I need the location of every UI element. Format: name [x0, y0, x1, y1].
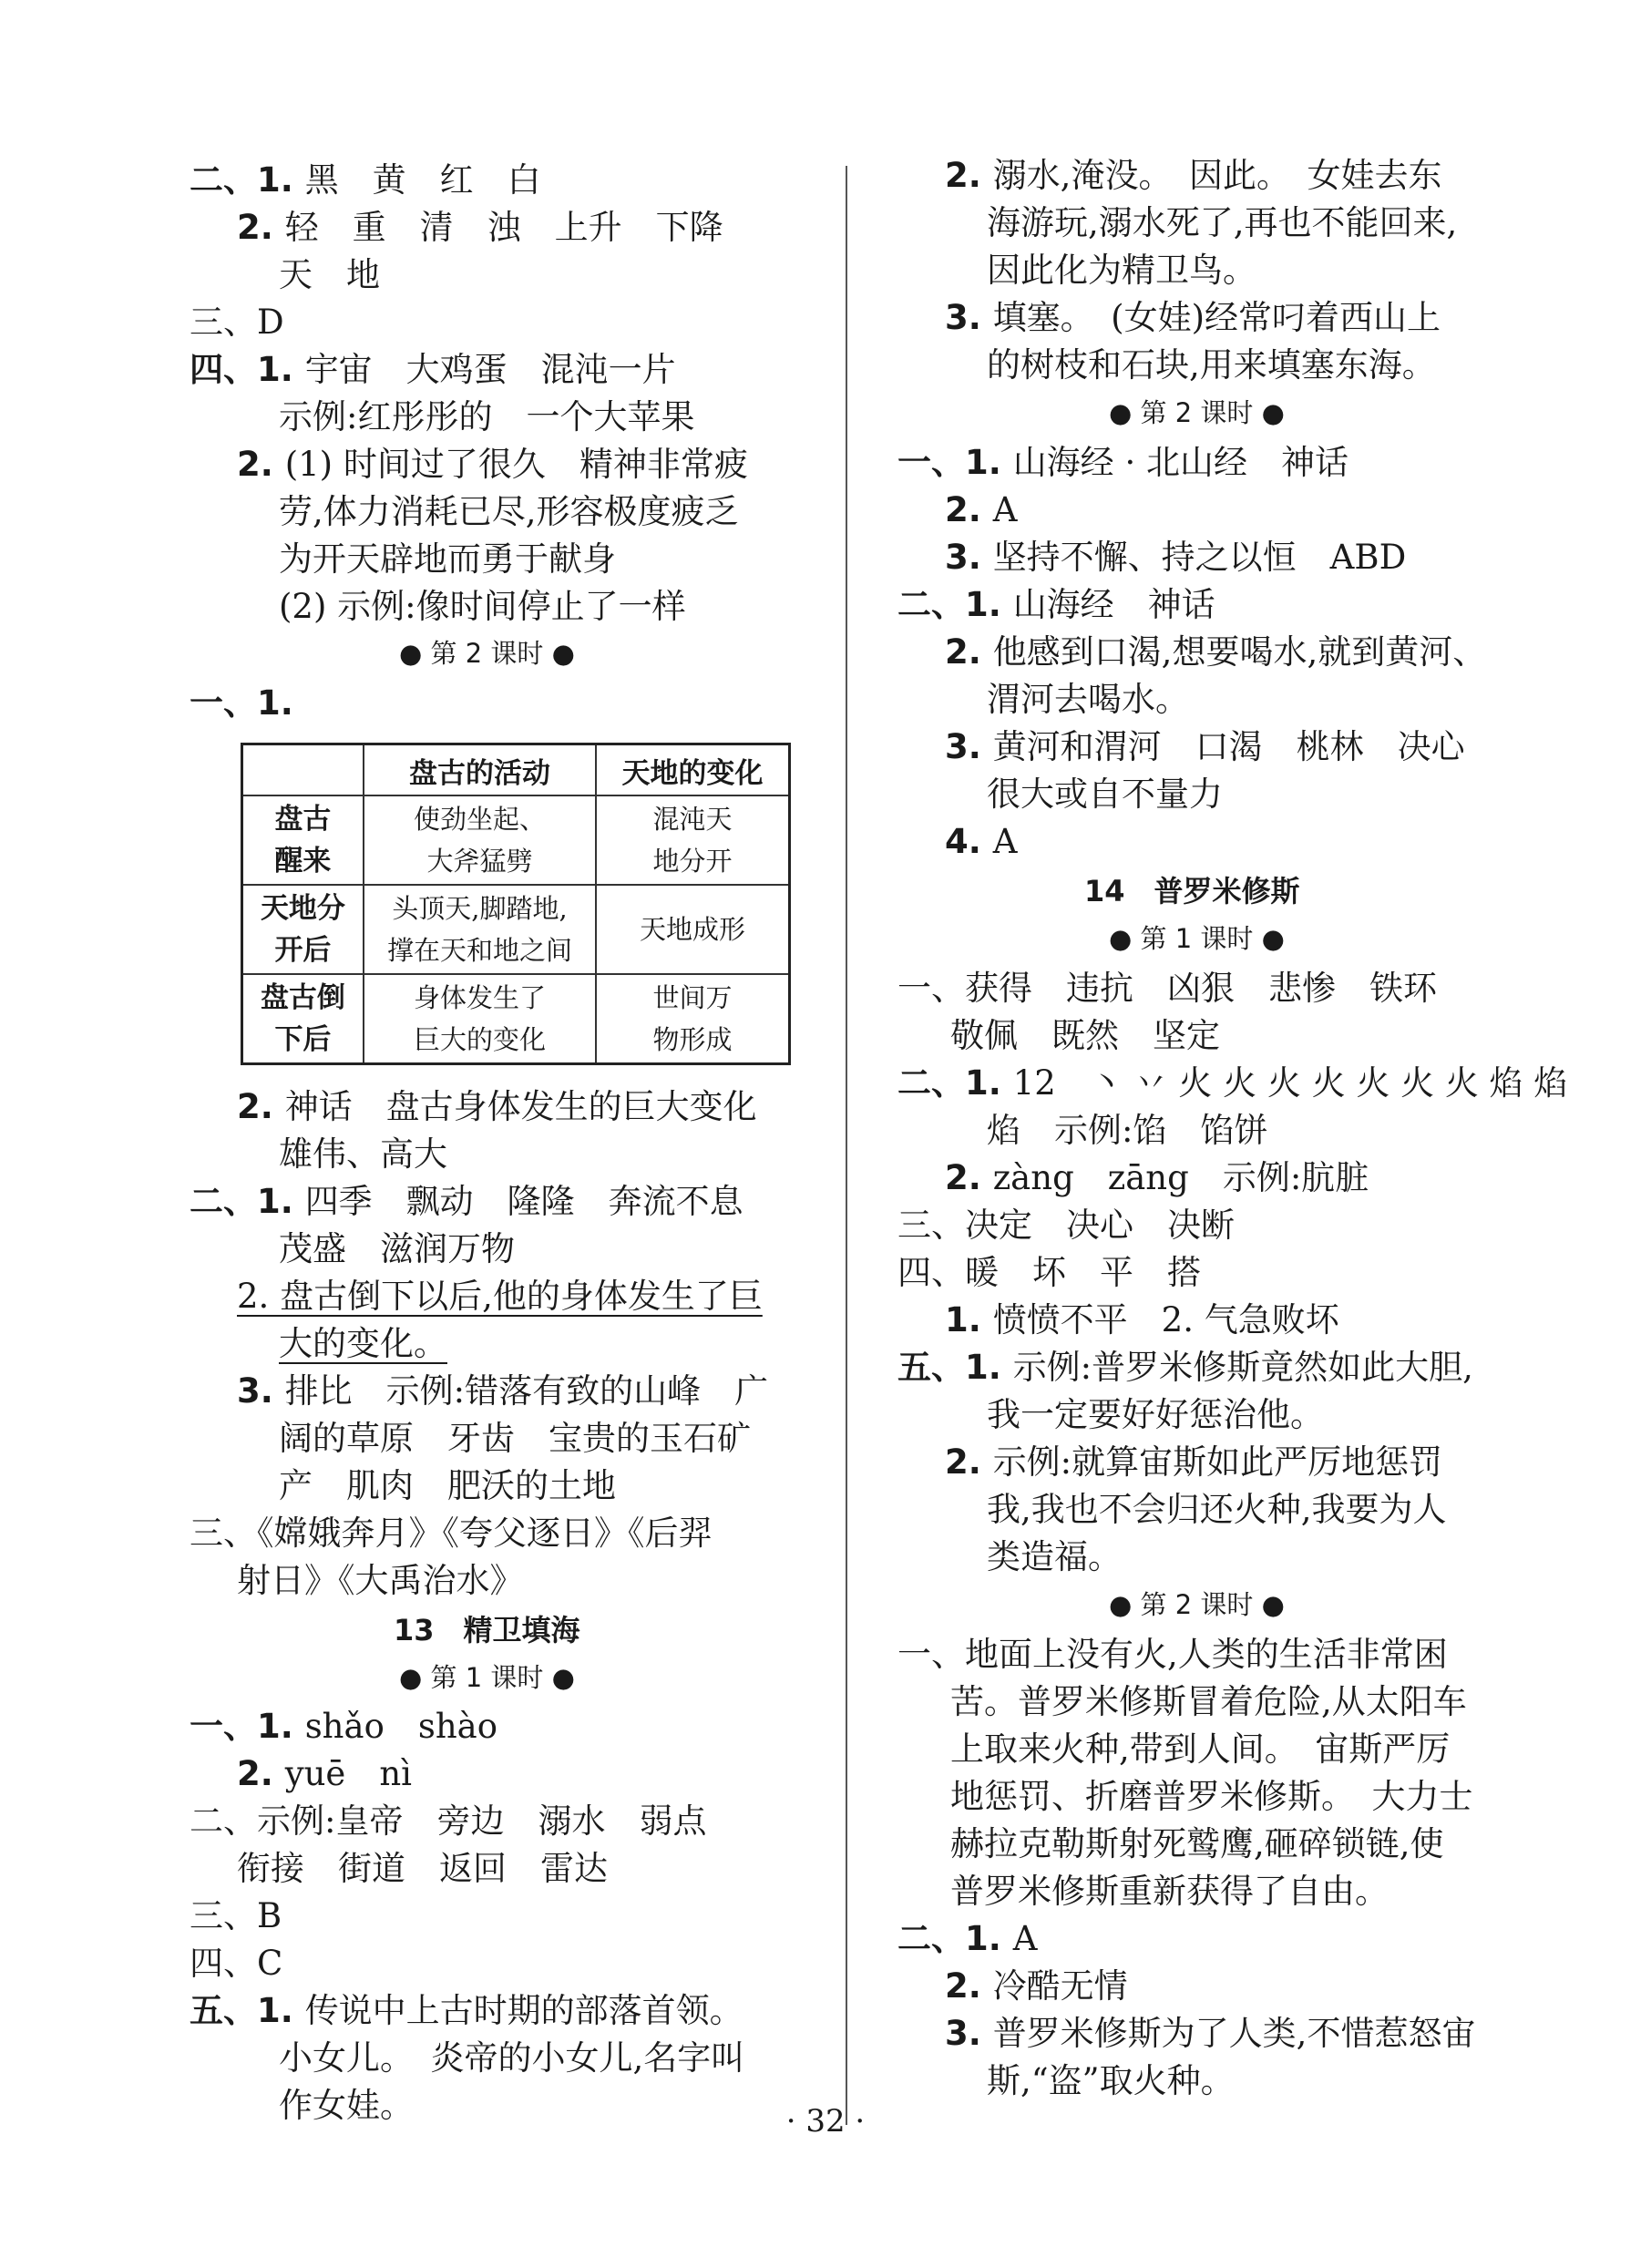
question-number: 3.: [945, 2014, 993, 2053]
answer-line: 射日》《大禹治水》: [237, 1561, 524, 1600]
answer-line: 斯,“盗”取火种。: [987, 2061, 1235, 2100]
question-number: 一、1.: [897, 443, 1013, 482]
table-header: 盘古的活动: [364, 744, 596, 796]
question-number: 2.: [945, 1442, 993, 1482]
question-number: 二、1.: [897, 1063, 1013, 1103]
answer-line: 2. 神话 盘古身体发生的巨大变化: [237, 1087, 757, 1126]
question-number: 一、1.: [190, 683, 293, 723]
answer-line: 三、《嫦娥奔月》《夸父逐日》《后羿: [190, 1514, 713, 1553]
answer-line: 的树枝和石块,用来填塞东海。: [987, 345, 1436, 385]
question-number: 二、1.: [897, 585, 1013, 624]
answer-line: 为开天辟地而勇于献身: [279, 539, 616, 579]
answer-line: 二、1. 黑 黄 红 白: [190, 160, 541, 200]
question-number: 3.: [945, 727, 993, 766]
answer-line: 苦。普罗米修斯冒着危险,从太阳车: [950, 1682, 1467, 1721]
question-number: 2.: [237, 1754, 285, 1793]
table-row-header: 盘古 醒来: [242, 795, 364, 885]
answer-line: 我,我也不会归还火种,我要为人: [987, 1490, 1447, 1529]
answer-line: 3. 排比 示例:错落有致的山峰 广: [237, 1371, 769, 1411]
answer-line: 作女娃。: [279, 2086, 414, 2125]
answer-line: 2. 轻 重 清 浊 上升 下降: [237, 208, 723, 247]
answer-line: [190, 681, 293, 726]
section-header: ● 第 2 课时 ●: [1109, 1589, 1285, 1620]
answer-line: 地惩罚、折磨普罗米修斯。 大力士: [950, 1777, 1473, 1816]
table-cell: 使劲坐起、 大斧猛劈: [364, 795, 596, 885]
answer-table: [241, 743, 791, 1065]
question-number: 2.: [945, 490, 993, 529]
answer-line: 海游玩,溺水死了,再也不能回来,: [987, 203, 1458, 242]
question-number: 五、1.: [190, 1991, 305, 2030]
answer-line: 一、获得 违抗 凶狠 悲惨 铁环: [897, 969, 1437, 1008]
answer-line: 2. (1) 时间过了很久 精神非常疲: [237, 445, 748, 484]
answer-line: 茂盛 滋润万物: [279, 1229, 515, 1268]
answer-line: 普罗米修斯重新获得了自由。: [950, 1872, 1389, 1911]
answer-line: 我一定要好好惩治他。: [987, 1395, 1324, 1434]
question-number: 3.: [945, 538, 993, 577]
question-number: 3.: [945, 298, 993, 337]
answer-line: 三、D: [190, 303, 284, 342]
answer-line: 1. 愤愤不平 2. 气急败坏: [945, 1300, 1339, 1339]
answer-line: 2. 溺水,淹没。 因此。 女娃去东: [945, 156, 1442, 195]
question-number: 1.: [945, 1300, 993, 1339]
table-row-header: 盘古倒 下后: [242, 974, 364, 1063]
lesson-title: 13 精卫填海: [394, 1613, 580, 1647]
question-number: 2.: [945, 1966, 993, 2006]
question-number: 2.: [945, 632, 993, 672]
question-number: 2.: [945, 156, 993, 195]
question-number: 二、1.: [190, 160, 305, 200]
answer-line: 2. A: [945, 490, 1018, 529]
answer-line: 二、1. 四季 飘动 隆隆 奔流不息: [190, 1182, 743, 1221]
answer-line: 赫拉克勒斯射死鹫鹰,砸碎锁链,使: [950, 1824, 1444, 1863]
answer-line: 天 地: [279, 255, 380, 294]
section-header: ● 第 1 课时 ●: [399, 1662, 575, 1693]
answer-line: 雄伟、高大: [279, 1134, 447, 1174]
answer-line: 大的变化。: [279, 1324, 447, 1363]
answer-line: 一、1. 山海经 · 北山经 神话: [897, 443, 1348, 482]
table-cell: 混沌天 地分开: [596, 795, 789, 885]
answer-line: 很大或自不量力: [987, 775, 1223, 814]
question-number: 4.: [945, 822, 993, 861]
table-cell: 身体发生了 巨大的变化: [364, 974, 596, 1063]
question-number: 2.: [237, 1087, 285, 1126]
answer-line: 敬佩 既然 坚定: [950, 1016, 1220, 1055]
answer-line: 二、1. 山海经 神话: [897, 585, 1215, 624]
stroke-order-line: 二、1. 12 丶 丷 火 火 火 火 火 火 火 焰 焰: [897, 1063, 1568, 1103]
question-number: 二、1.: [897, 1919, 1013, 1958]
section-header: ● 第 1 课时 ●: [1109, 923, 1285, 954]
answer-line: 二、1. A: [897, 1919, 1038, 1958]
answer-line: 2. zàng zāng 示例:肮脏: [945, 1158, 1369, 1197]
answer-line: 2. yuē nì: [237, 1754, 412, 1793]
question-number: 四、1.: [190, 350, 305, 389]
answer-line: 产 肌肉 肥沃的土地: [279, 1466, 616, 1505]
answer-line: 三、决定 决心 决断: [897, 1206, 1235, 1245]
section-header: ● 第 2 课时 ●: [1109, 397, 1285, 428]
answer-line: 一、地面上没有火,人类的生活非常困: [897, 1635, 1448, 1674]
answer-line: 渭河去喝水。: [987, 680, 1189, 719]
table-corner: [242, 744, 364, 796]
question-number: 2.: [945, 1158, 993, 1197]
answer-line: 类造福。: [987, 1537, 1122, 1576]
table-cell: 头顶天,脚踏地, 撑在天和地之间: [364, 885, 596, 974]
answer-line: 4. A: [945, 822, 1018, 861]
answer-line: 三、B: [190, 1896, 282, 1935]
answer-line: 2. 示例:就算宙斯如此严厉地惩罚: [945, 1442, 1443, 1482]
section-header: ● 第 2 课时 ●: [399, 638, 575, 669]
answer-line: 衔接 街道 返回 雷达: [237, 1849, 608, 1888]
question-number: 二、1.: [190, 1182, 305, 1221]
answer-line: 2. 盘古倒下以后,他的身体发生了巨: [237, 1277, 763, 1316]
table-cell: 世间万 物形成: [596, 974, 789, 1063]
table-row-header: 天地分 开后: [242, 885, 364, 974]
answer-line: 一、1. shǎo shào: [190, 1707, 497, 1746]
answer-line: 五、1. 示例:普罗米修斯竟然如此大胆,: [897, 1348, 1473, 1387]
answer-line: 3. 坚持不懈、持之以恒 ABD: [945, 538, 1407, 577]
answer-line: 3. 黄河和渭河 口渴 桃林 决心: [945, 727, 1465, 766]
answer-line: 小女儿。 炎帝的小女儿,名字叫: [279, 2038, 745, 2078]
question-number: 一、1.: [190, 1707, 305, 1746]
answer-line: 劳,体力消耗已尽,形容极度疲乏: [279, 492, 739, 531]
answer-line: 四、1. 宇宙 大鸡蛋 混沌一片: [190, 350, 676, 389]
table-header: 天地的变化: [596, 744, 789, 796]
answer-line: 因此化为精卫鸟。: [987, 251, 1256, 290]
question-number: 五、1.: [897, 1348, 1013, 1387]
answer-line: 四、C: [190, 1944, 283, 1983]
answer-line: 阔的草原 牙齿 宝贵的玉石矿: [279, 1419, 751, 1458]
table-cell: 天地成形: [596, 885, 789, 974]
answer-line: (2) 示例:像时间停止了一样: [279, 587, 686, 626]
question-number: 2.: [237, 445, 285, 484]
answer-line: 3. 填塞。 (女娃)经常叼着西山上: [945, 298, 1441, 337]
question-number: 3.: [237, 1371, 285, 1411]
lesson-title: 14 普罗米修斯: [1084, 874, 1300, 908]
answer-line: 二、示例:皇帝 旁边 溺水 弱点: [190, 1801, 707, 1841]
answer-line: 五、1. 传说中上古时期的部落首领。: [190, 1991, 743, 2030]
answer-line: 2. 冷酷无情: [945, 1966, 1128, 2006]
answer-line: 示例:红彤彤的 一个大苹果: [279, 397, 695, 436]
question-number: 2.: [237, 208, 285, 247]
answer-line: 2. 他感到口渴,想要喝水,就到黄河、: [945, 632, 1487, 672]
answer-line: 3. 普罗米修斯为了人类,不惜惹怒宙: [945, 2014, 1476, 2053]
answer-line: 上取来火种,带到人间。 宙斯严厉: [950, 1729, 1451, 1769]
page-number: · 32 ·: [785, 2103, 866, 2140]
answer-line: 四、暖 坏 平 搭: [897, 1253, 1201, 1292]
answer-line: 焰 示例:馅 馅饼: [987, 1111, 1268, 1150]
column-divider: [846, 166, 847, 2125]
